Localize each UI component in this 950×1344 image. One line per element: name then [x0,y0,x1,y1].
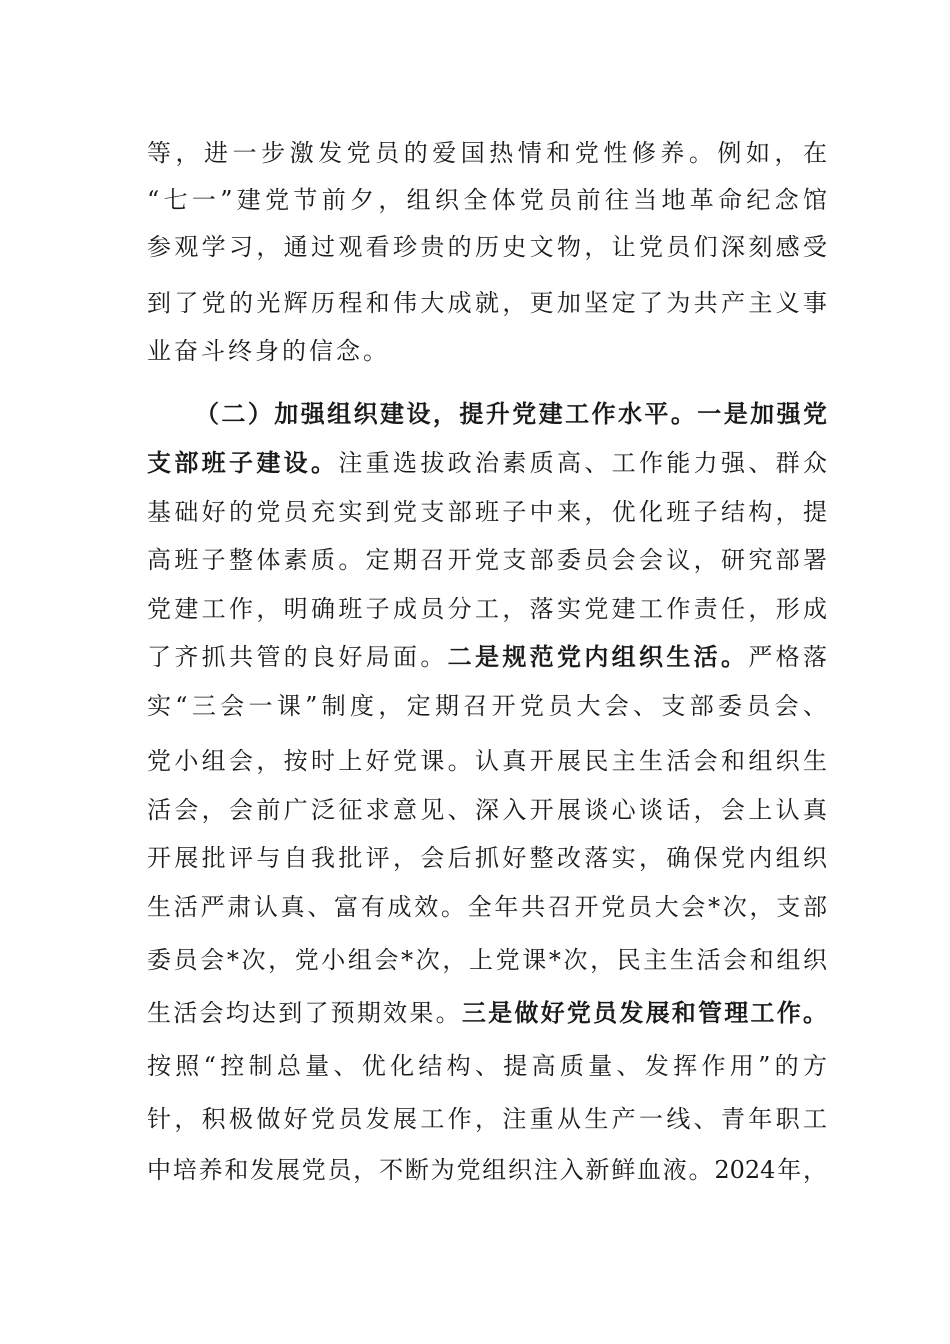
paragraph-1-line-4 [147,283,827,323]
paragraph-2-line-8 [147,741,827,781]
text-run: 党小组会，按时上好党课。认真开展民主生活会和组织生 [147,747,827,775]
text-run: 生活严肃认真、富有成效。全年共召开党员大会*次，支部 [147,893,827,921]
text-run: 基础好的党员充实到党支部班子中来，优化班子结构，提 [147,498,827,526]
text-run: 中培养和发展党员，不断为党组织注入新鲜血液。2024年， [147,1156,827,1184]
paragraph-2-line-3 [147,492,827,532]
paragraph-2-line-10 [147,838,827,878]
text-run: 生活会均达到了预期效果。 [147,999,462,1027]
text-run: “七一”建党节前夕，组织全体党员前往当地革命纪念馆 [147,186,827,214]
paragraph-2-line-13 [147,993,827,1033]
text-run: 等，进一步激发党员的爱国热情和党性修养。例如，在 [147,139,827,167]
paragraph-2-line-9 [147,790,827,830]
paragraph-2-line-2 [147,443,827,483]
bold-run: 三是做好党员发展和管理工作。 [461,998,828,1027]
paragraph-1-line-2 [147,180,827,220]
paragraph-2-line-15 [147,1099,827,1139]
paragraph-1-line-5 [147,331,827,371]
bold-run: 支部班子建设。 [147,448,339,477]
paragraph-2-line-14 [147,1046,827,1086]
text-run: 高班子整体素质。定期召开党支部委员会会议，研究部署 [147,546,827,574]
text-run: 业奋斗终身的信念。 [147,337,390,365]
text-run: 严格落 [748,643,828,671]
paragraph-2-line-4 [147,540,827,580]
text-run: 参观学习，通过观看珍贵的历史文物，让党员们深刻感受 [147,233,827,261]
text-run: 党建工作，明确班子成员分工，落实党建工作责任，形成 [147,595,827,623]
paragraph-2-line-16 [147,1150,827,1190]
paragraph-1-line-3 [147,227,827,267]
bold-run: （二）加强组织建设，提升党建工作水平。一是加强党 [195,399,827,428]
paragraph-2-line-7 [147,686,827,726]
text-run: 活会，会前广泛征求意见、深入开展谈心谈话，会上认真 [147,796,827,824]
paragraph-2-line-5 [147,589,827,629]
text-run: 实“三会一课”制度，定期召开党员大会、支部委员会、 [147,692,827,720]
paragraph-2-heading-line [195,394,827,434]
paragraph-1-line-1 [147,133,827,173]
text-run: 到了党的光辉历程和伟大成就，更加坚定了为共产主义事 [147,289,827,317]
text-run: 了齐抓共管的良好局面。 [147,643,448,671]
text-run: 注重选拔政治素质高、工作能力强、群众 [338,449,828,477]
text-run: 针，积极做好党员发展工作，注重从生产一线、青年职工 [147,1105,827,1133]
bold-run: 二是规范党内组织生活。 [447,642,749,671]
paragraph-2-line-12 [147,940,827,980]
paragraph-2-line-11 [147,887,827,927]
text-run: 开展批评与自我批评，会后抓好整改落实，确保党内组织 [147,844,827,872]
text-run: 委员会*次，党小组会*次，上党课*次，民主生活会和组织 [147,946,827,974]
text-run: 按照“控制总量、优化结构、提高质量、发挥作用”的方 [147,1052,827,1080]
paragraph-2-line-6 [147,637,827,677]
